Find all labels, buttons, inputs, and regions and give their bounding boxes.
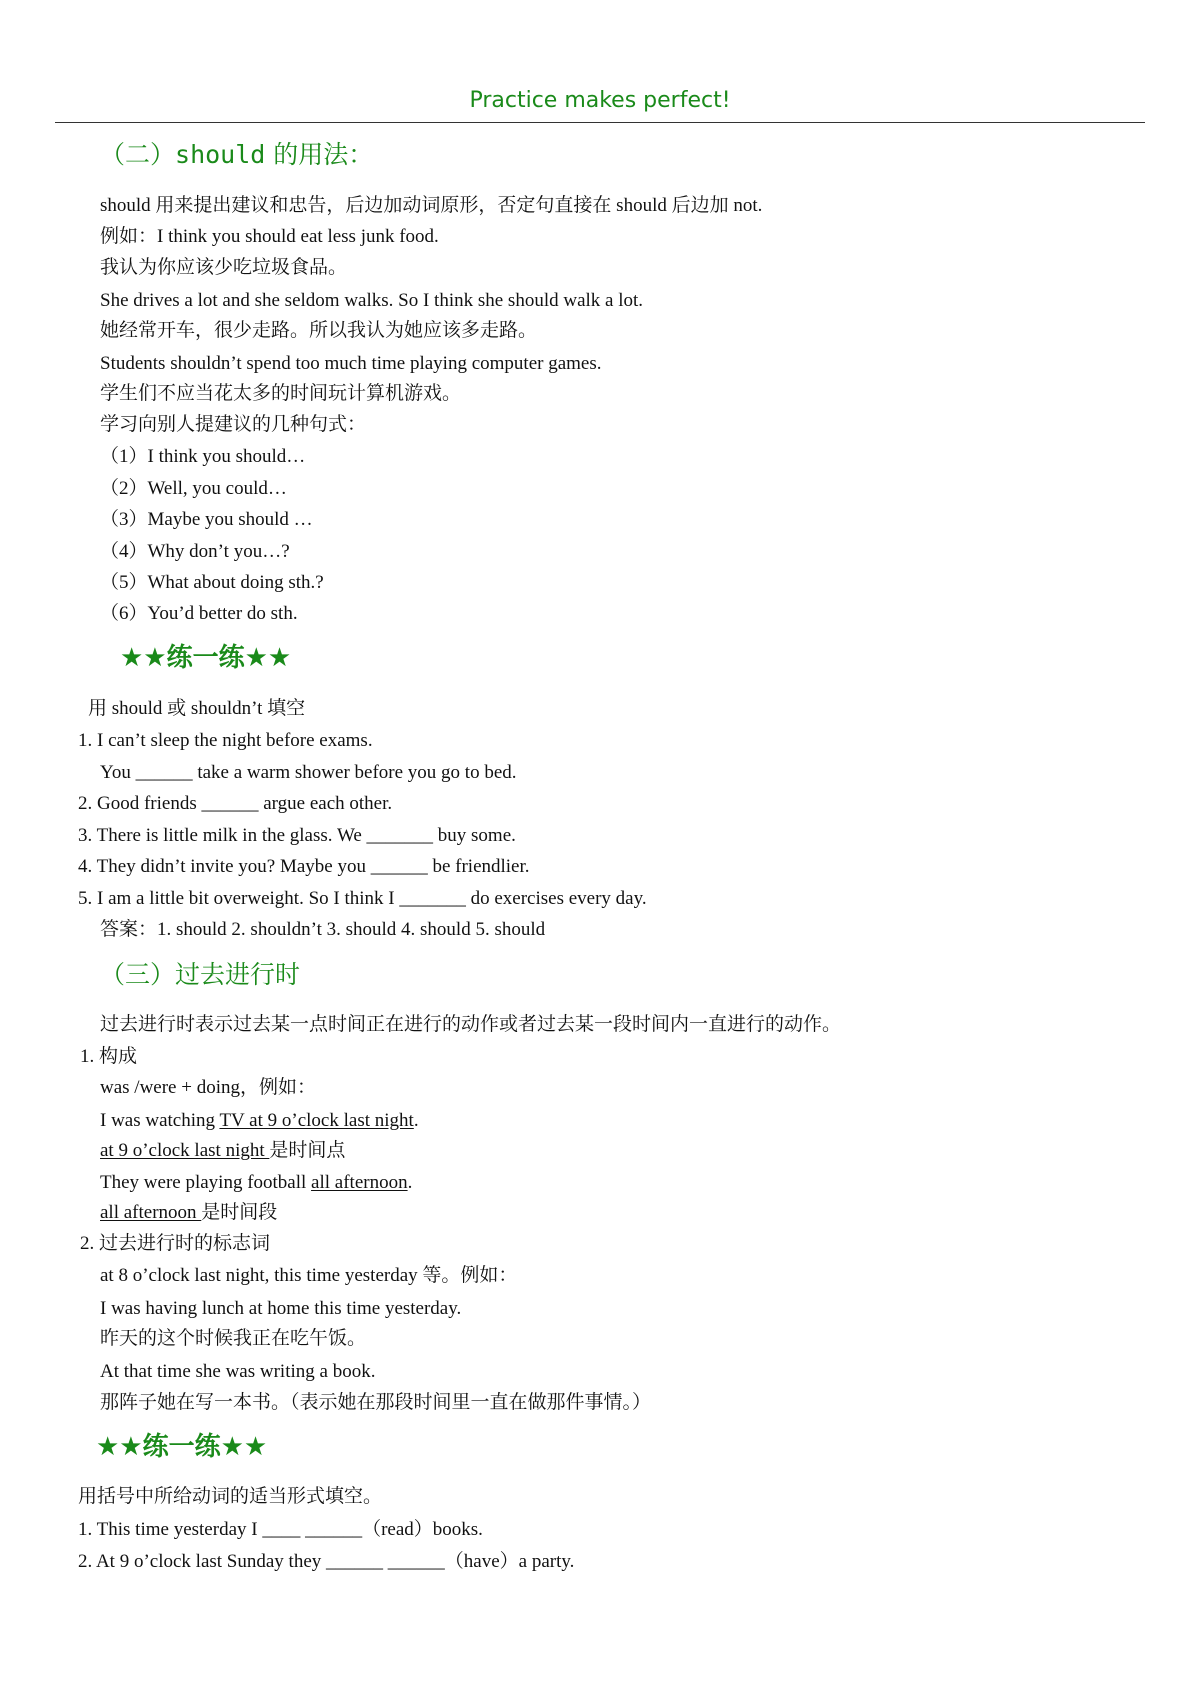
paragraph-line: was /were + doing，例如： (100, 1077, 316, 1098)
paragraph-line: 那阵子她在写一本书。（表示她在那段时间里一直在做那件事情。） (100, 1392, 652, 1413)
paragraph-line: 我认为你应该少吃垃圾食品。 (100, 257, 348, 278)
pattern-item: （4）Why don’t you…? (100, 541, 290, 562)
pattern-item: （6）You’d better do sth. (100, 603, 298, 624)
page-header-title: Practice makes perfect! (469, 88, 731, 113)
example-line: at 9 o’clock last night 是时间点 (100, 1140, 346, 1161)
exercise-question: 2. Good friends ______ argue each other. (78, 793, 393, 814)
subsection-label: 1. 构成 (80, 1046, 138, 1067)
section-heading-should: （二）should 的用法： (100, 140, 374, 169)
paragraph-line: She drives a lot and she seldom walks. So I think she should walk a lot. (100, 290, 644, 311)
paragraph-line: 例如：I think you should eat less junk food. (100, 226, 439, 247)
paragraph-line: should 用来提出建议和忠告，后边加动词原形，否定句直接在 should 后边加 not. (100, 195, 763, 216)
exercise-question: 1. This time yesterday I ____ ______（read）books. (78, 1519, 483, 1540)
example-line: They were playing football all afternoon. (100, 1172, 413, 1193)
paragraph-line: At that time she was writing a book. (100, 1361, 376, 1382)
subsection-label: 2. 过去进行时的标志词 (80, 1233, 271, 1254)
exercise-question: 2. At 9 o’clock last Sunday they ______ ______（have）a party. (78, 1551, 575, 1572)
paragraph-line: 过去进行时表示过去某一点时间正在进行的动作或者过去某一段时间内一直进行的动作。 (100, 1014, 842, 1035)
paragraph-line: 昨天的这个时候我正在吃午饭。 (100, 1328, 367, 1349)
pattern-item: （5）What about doing sth.? (100, 572, 324, 593)
paragraph-line: Students shouldn’t spend too much time playing computer games. (100, 353, 602, 374)
exercise-question: 1. I can’t sleep the night before exams. (78, 730, 373, 751)
paragraph-line: 她经常开车，很少走路。所以我认为她应该多走路。 (100, 320, 538, 341)
exercise-question: You ______ take a warm shower before you go to bed. (100, 762, 517, 783)
exercise-question: 5. I am a little bit overweight. So I think I _______ do exercises every day. (78, 888, 647, 909)
example-line: all afternoon 是时间段 (100, 1202, 278, 1223)
exercise-instruction: 用 should 或 shouldn’t 填空 (88, 698, 306, 719)
exercise-question: 3. There is little milk in the glass. We _______ buy some. (78, 825, 516, 846)
exercise-heading: ★★练一练★★ (120, 643, 292, 673)
answer-key: 答案：1. should 2. shouldn’t 3. should 4. should 5. should (100, 919, 546, 940)
pattern-item: （3）Maybe you should … (100, 509, 313, 530)
paragraph-line: 学习向别人提建议的几种句式： (100, 414, 367, 435)
paragraph-line: 学生们不应当花太多的时间玩计算机游戏。 (100, 383, 462, 404)
exercise-question: 4. They didn’t invite you? Maybe you ______ be friendlier. (78, 856, 530, 877)
paragraph-line: I was having lunch at home this time yesterday. (100, 1298, 462, 1319)
header-divider (55, 122, 1145, 123)
section-heading-past-continuous: （三）过去进行时 (100, 960, 301, 989)
exercise-instruction: 用括号中所给动词的适当形式填空。 (78, 1486, 383, 1507)
pattern-item: （1）I think you should… (100, 446, 306, 467)
example-line: I was watching TV at 9 o’clock last night. (100, 1110, 419, 1131)
pattern-item: （2）Well, you could… (100, 478, 287, 499)
exercise-heading: ★★练一练★★ (96, 1432, 268, 1462)
paragraph-line: at 8 o’clock last night, this time yesterday 等。例如： (100, 1265, 518, 1286)
